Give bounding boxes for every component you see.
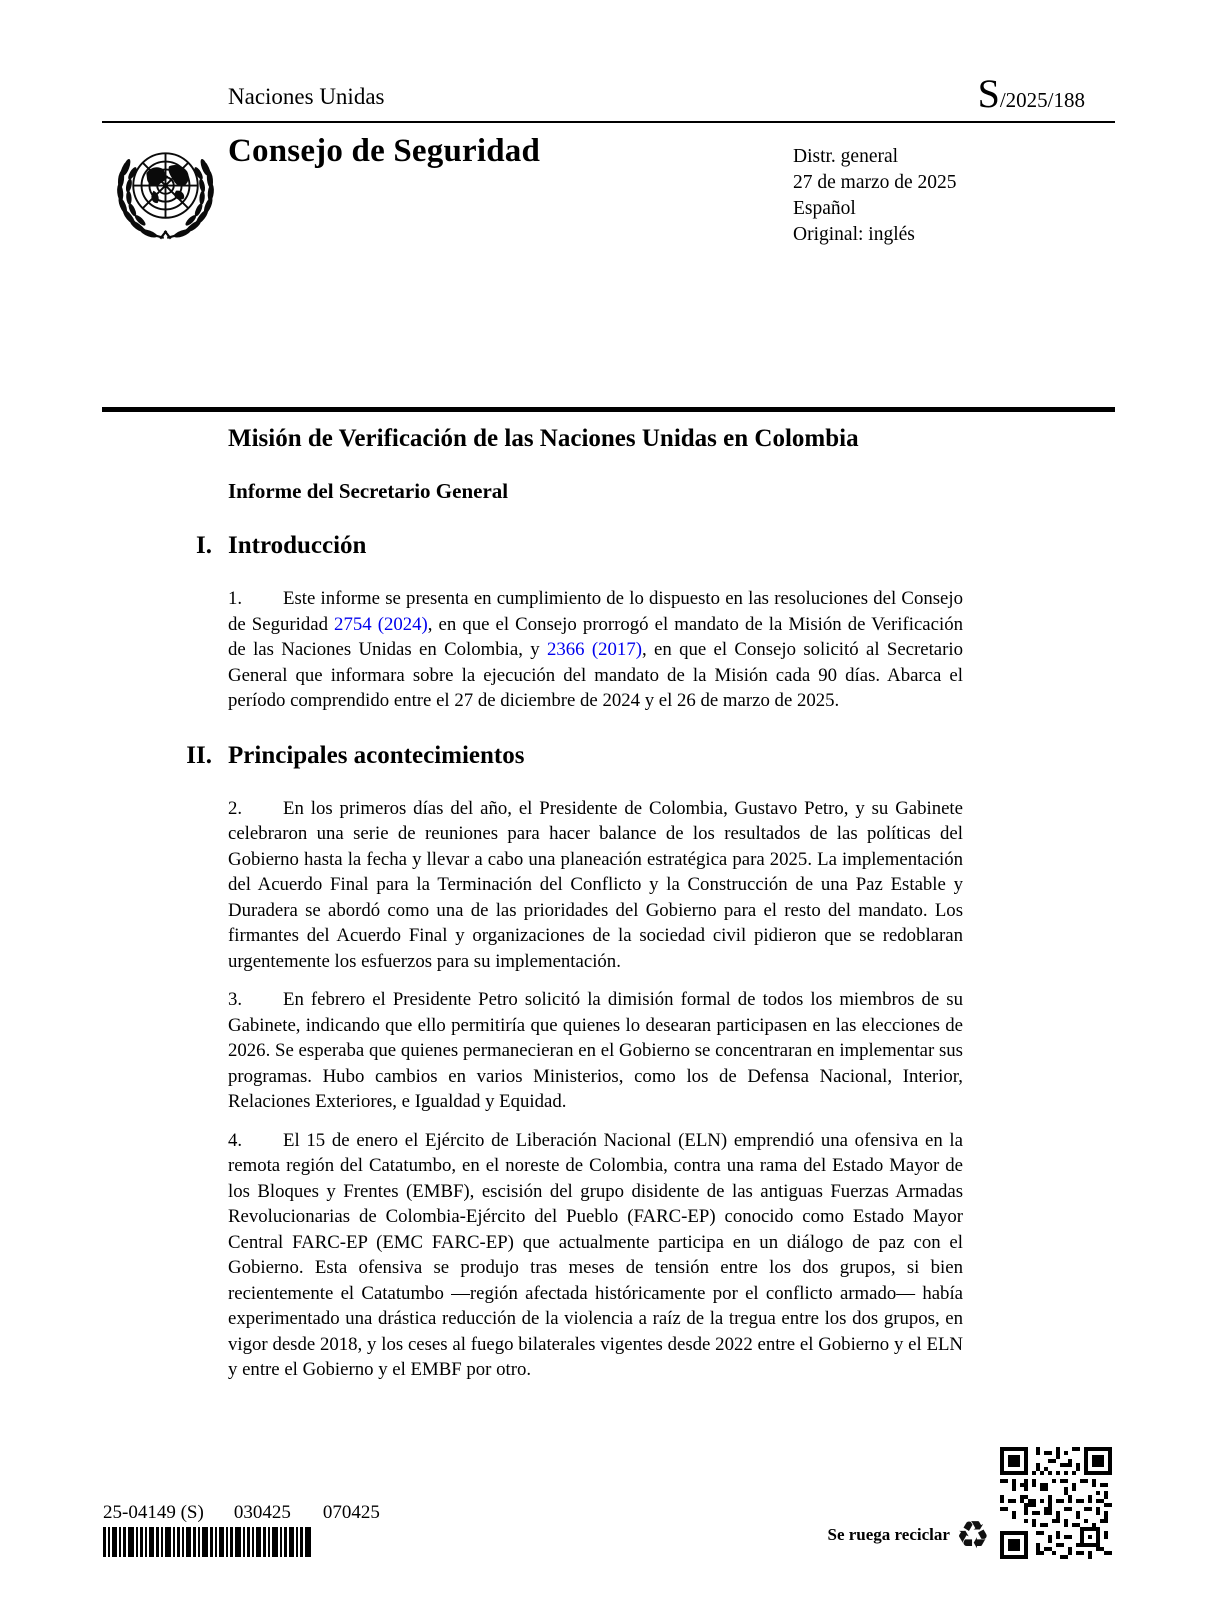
header-divider-line [102,121,1115,123]
document-body [186,424,964,1396]
paragraph-number: 4. [228,1129,243,1151]
section-title: Principales acontecimientos [228,741,525,769]
footer-date-code-1: 030425 [233,1502,291,1523]
recycle-icon: ♻ [955,1513,990,1557]
resolution-link-2754-2024[interactable]: 2754 (2024) [334,613,428,635]
paragraph-number: 1. [228,588,243,609]
footer-date-code-2: 070425 [322,1502,380,1523]
section-title: Introducción [228,532,367,559]
paragraph-text: , en que el Consejo solicitó al Secretario General que informara sobre la ejecución del mandato de la Misión cada 90 días. Abarca el período comprendido entre el 27 de diciembre de 2024 y el 26 de marzo de 2025. [228,639,964,711]
council-name: Consejo de Seguridad [228,133,541,169]
original-language: Original: inglés [793,224,915,245]
paragraph-number: 3. [228,989,243,1010]
qr-code [1000,1447,1112,1564]
paragraph-1 [228,586,963,714]
distribution-info [793,144,957,248]
title-divider-line [102,407,1115,412]
paragraph-3 [228,987,963,1115]
org-name: Naciones Unidas [228,84,385,109]
section-number: I. [196,532,212,559]
report-title: Misión de Verificación de las Naciones Unidas en Colombia [228,425,859,452]
document-language: Español [793,198,856,219]
section-number: II. [186,741,212,769]
paragraph-text: El 15 de enero el Ejército de Liberación Nacional (ELN) emprendió una ofensiva en la remota región del Catatumbo, en el noreste de Colombia, contra una rama del Estado Mayor de los Bloques y Frentes (EMBF), escisión del grupo disidente de las antiguas Fuerzas Armadas Revolucionarias de Colombia-Ejército del Pueblo (FARC-EP) conocido como Estado Mayor Central FARC-EP (EMC FARC-EP) que actualmente participa en un diálogo de paz con el Gobierno. Esta ofensiva se produjo tras meses de tensión entre los dos grupos, si bien recientemente el Catatumbo —región afectada históricamente por el conflicto armado— había experimentado una drástica reducción de la violencia a raíz de la tregua entre los dos grupos, en vigor desde 2018, y los ceses al fuego bilaterales vigentes desde 2022 entre el Gobierno y el ELN y entre el Gobierno y el EMBF por otro. [228,1129,963,1380]
document-symbol [978,70,1085,117]
paragraph-text: En los primeros días del año, el Presidente de Colombia, Gustavo Petro, y su Gabinete celebraron una serie de reuniones para hacer balance de los resultados de las políticas del Gobierno hasta la fecha y llevar a cabo una planeación estratégica para 2025. La implementación del Acuerdo Final para la Terminación del Conflicto y la Construcción de una Paz Estable y Duradera se abordó como una de las prioridades del Gobierno para el resto del mandato. Los firmantes del Acuerdo Final y organizaciones de la sociedad civil pidieron que se redoblaran urgentemente los esfuerzos para su implementación. [228,797,963,972]
paragraph-number: 2. [228,797,243,819]
paragraph-2 [228,796,963,975]
paragraph-4 [228,1128,963,1383]
barcode [103,1527,313,1562]
paragraph-text: Este informe se presenta en cumplimiento de lo dispuesto en las resoluciones del Consejo de Seguridad [228,588,963,635]
recycle-note [790,1513,990,1557]
document-date: 27 de marzo de 2025 [793,172,957,193]
paragraph-text: , en que el Consejo prorrogó el mandato de la Misión de Verificación de las Naciones Unidas en Colombia, y [228,613,963,660]
footer-job-line [103,1502,380,1524]
recycle-label: Se ruega reciclar [827,1525,950,1544]
un-emblem-icon [108,140,223,250]
distribution-type: Distr. general [793,146,899,167]
document-symbol-number: /2025/188 [999,88,1085,112]
resolution-link-2366-2017[interactable]: 2366 (2017) [546,639,642,660]
report-subtitle: Informe del Secretario General [228,479,509,503]
job-number: 25-04149 (S) [103,1502,204,1523]
paragraph-text: En febrero el Presidente Petro solicitó la dimisión formal de todos los miembros de su Gabinete, indicando que ello permitiría que quienes lo desearan participasen en las elecciones de 2026. Se esperaba que quienes permanecieran en el Gobierno se concentraran en implementar sus programas. Hubo cambios en varios Ministerios, como los de Defensa Nacional, Interior, Relaciones Exteriores, e Igualdad y Equidad. [228,989,963,1112]
section-heading-introduccion [196,530,963,562]
section-heading-principales-acontecimientos [186,740,963,772]
document-symbol-letter: S [977,71,1000,116]
